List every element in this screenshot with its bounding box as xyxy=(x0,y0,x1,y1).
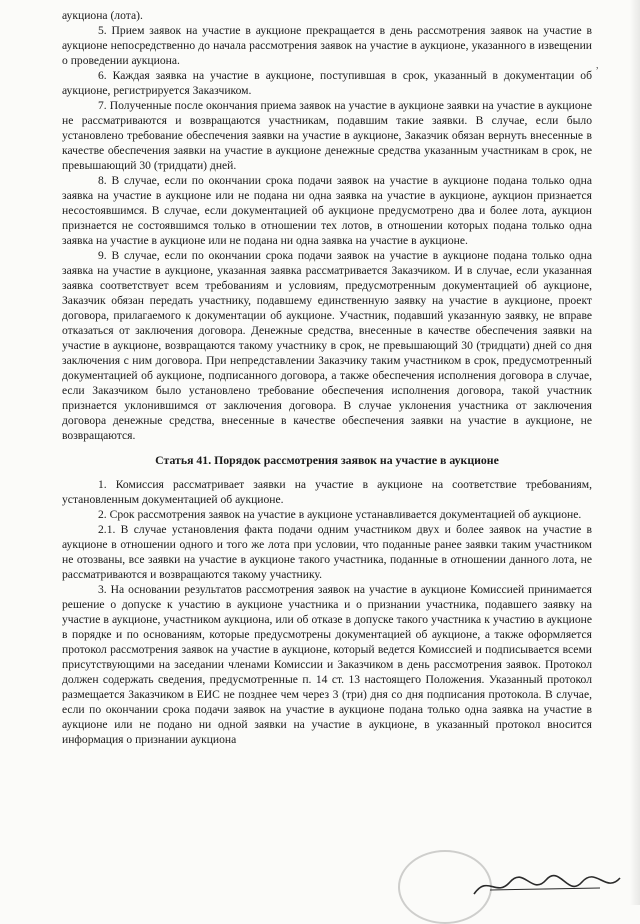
paragraph-8: 8. В случае, если по окончании срока подачи заявок на участие в аукционе подана только одна заявка на участие в аукционе или не подана ни одна заявка на участие в аукционе, аукцион признается несостоявшимся. В случае, если документацией об аукционе предусмотрено два и более лота, аукцион признается не состоявшимся только в отношении тех лотов, в отношении которых подана только одна заявка на участие в аукционе или не подана ни одна заявка на участие в аукционе. xyxy=(62,174,592,247)
article-paragraph-1: 1. Комиссия рассматривает заявки на участие в аукционе на соответствие требованиям, установленным документацией об аукционе. xyxy=(62,478,592,506)
document-page xyxy=(62,8,592,747)
paragraph-6: 6. Каждая заявка на участие в аукционе, поступившая в срок, указанный в документации об аукционе, регистрируется Заказчиком. xyxy=(62,69,592,97)
article-heading: Статья 41. Порядок рассмотрения заявок на участие в аукционе xyxy=(155,453,499,467)
paragraph-7: 7. Полученные после окончания приема заявок на участие в аукционе заявки на участие в аукционе не рассматриваются и возвращаются участникам, подавшим такие заявки. В случае, если было установлено требование обеспечения заявки на участие в аукционе, Заказчик обязан вернуть внесенные в качестве обеспечения заявки на участие в аукционе денежные средства указанным участникам в срок, не превышающий 30 (тридцати) дней. xyxy=(62,99,592,172)
margin-mark: , xyxy=(596,60,599,71)
handwritten-signature xyxy=(470,868,630,904)
article-paragraph-2-1: 2.1. В случае установления факта подачи одним участником двух и более заявок на участие в аукционе в отношении одного и того же лота при условии, что поданные ранее заявки таким участником не отозваны, все заявки на участие в аукционе такого участника, поданные в отношении данного лота, не рассматриваются и возвращаются такому участнику. xyxy=(62,523,592,581)
article-paragraph-2: 2. Срок рассмотрения заявок на участие в аукционе устанавливается документацией об аукционе. xyxy=(98,508,582,521)
paragraph-continued: аукциона (лота). xyxy=(62,9,143,22)
paragraph-5: 5. Прием заявок на участие в аукционе прекращается в день рассмотрения заявок на участие в аукционе непосредственно до начала рассмотрения заявок на участие в аукционе, указанного в извещении о проведении аукциона. xyxy=(62,24,592,67)
article-paragraph-3: 3. На основании результатов рассмотрения заявок на участие в аукционе Комиссией принимается решение о допуске к участию в аукционе участника и о признании участника, подавшего заявку на участие в аукционе, участником аукциона, или об отказе в допуске такого участника к участию в аукционе в порядке и по основаниям, которые предусмотрены документацией об аукционе, а также оформляется протокол рассмотрения заявок на участие в аукционе, который ведется Комиссией и подписывается всеми присутствующими на заседании членами Комиссии и Заказчиком в день рассмотрения заявок. Протокол должен содержать сведения, предусмотренные п. 14 ст. 13 настоящего Положения. Указанный протокол размещается Заказчиком в ЕИС не позднее чем через 3 (три) дня со дня подписания протокола. В случае, если по окончании срока подачи заявок на участие в аукционе подана только одна заявка на участие в аукционе или не подано ни одной заявки на участие в аукционе, в указанный протокол вносится информация о признании аукциона xyxy=(62,583,592,746)
paragraph-9: 9. В случае, если по окончании срока подачи заявок на участие в аукционе подана только одна заявка на участие в аукционе, указанная заявка рассматривается Заказчиком. И в случае, если указанная заявка соответствует всем требованиям и условиям, предусмотренным документацией об аукционе, Заказчик обязан передать участнику, подавшему единственную заявку на участие в аукционе, проект договора, прилагаемого к документации об аукционе. Участник, подавший указанную заявку, не вправе отказаться от заключения договора. Денежные средства, внесенные в качестве обеспечения заявки на участие в аукционе, возвращаются такому участнику в срок, не превышающий 30 (тридцати) дней со дня заключения с ним договора. При непредставлении Заказчику таким участником в срок, предусмотренный документацией об аукционе, подписанного договора, а также обеспечения исполнения договора в случае, если Заказчиком было установлено требование обеспечения исполнения договора, такой участник признается уклонившимся от заключения договора. В случае уклонения участника от заключения договора денежные средства, внесенные в качестве обеспечения заявки на участие в аукционе, не возвращаются. xyxy=(62,249,592,442)
scan-edge-shadow xyxy=(630,0,640,905)
